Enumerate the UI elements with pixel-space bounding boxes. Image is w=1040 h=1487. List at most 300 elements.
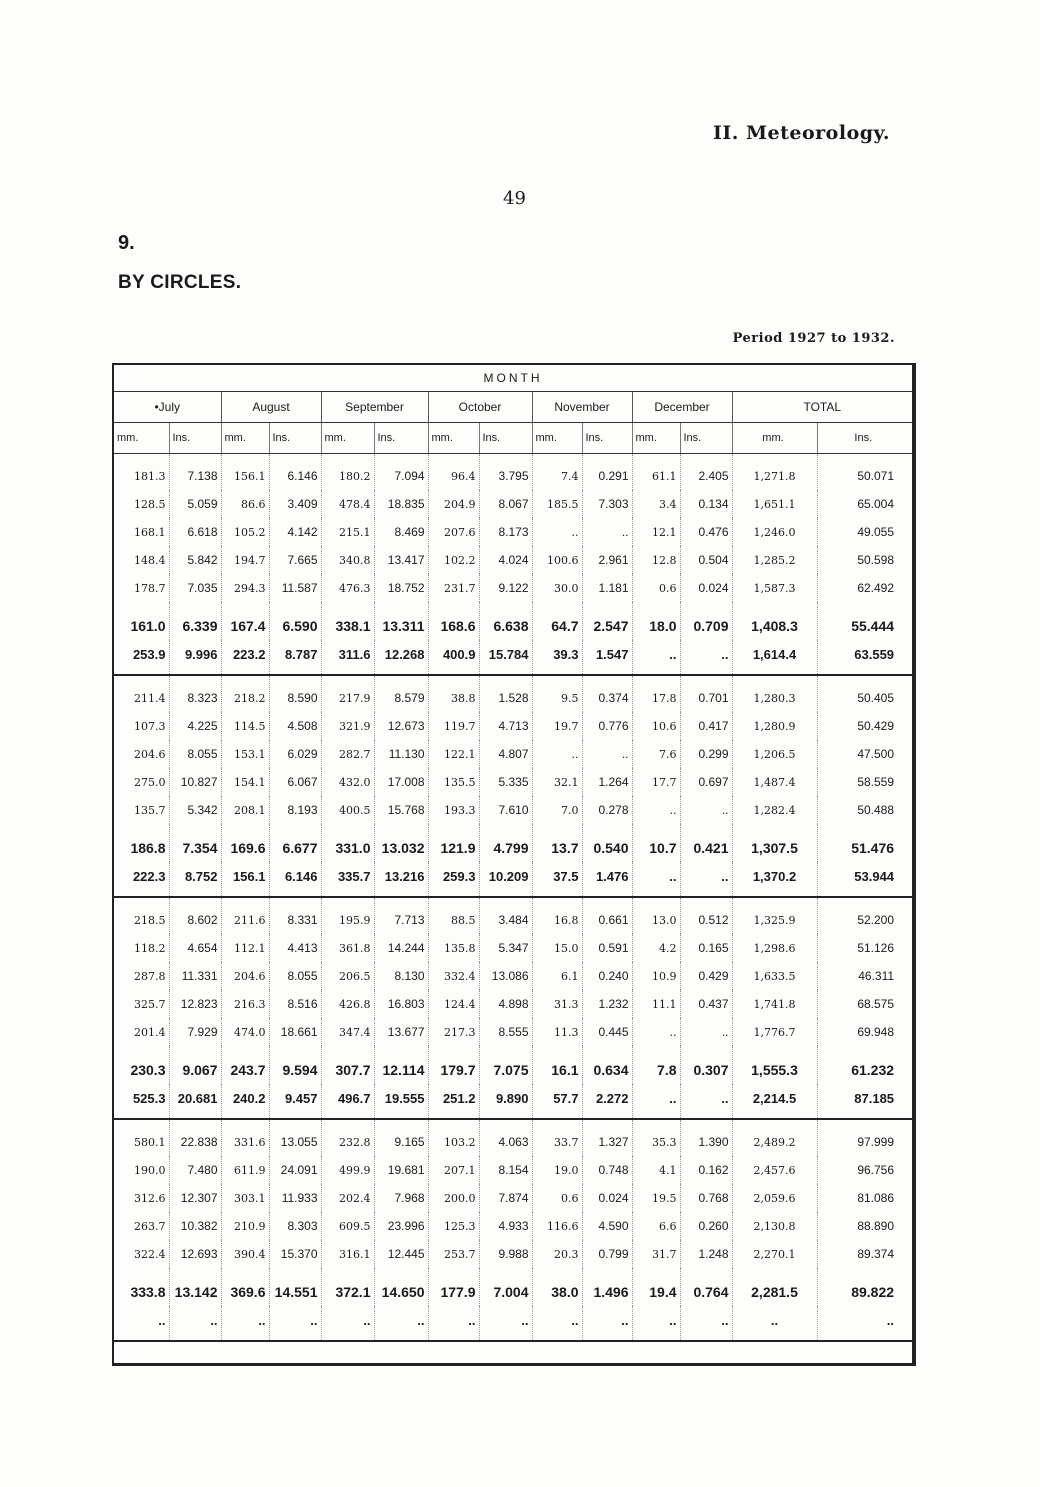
table-row <box>114 897 912 934</box>
table-cell: 116.6 <box>532 1212 582 1240</box>
table-cell: 8.602 <box>169 897 221 934</box>
table-cell: 8.067 <box>479 490 532 518</box>
table-cell: 400.5 <box>321 796 374 824</box>
table-cell: 432.0 <box>321 768 374 796</box>
table-cell: 4.799 <box>479 824 532 862</box>
table-cell: 4.807 <box>479 740 532 768</box>
table-cell: 2.405 <box>680 454 732 491</box>
table-cell: 207.6 <box>428 518 479 546</box>
table-cell: 217.3 <box>428 1018 479 1046</box>
table-cell: 0.374 <box>582 675 632 712</box>
table-row <box>114 740 912 768</box>
table-cell: 8.787 <box>269 640 321 675</box>
table-cell: 154.1 <box>221 768 269 796</box>
table-cell: 0.6 <box>532 1184 582 1212</box>
table-cell: 12.268 <box>374 640 428 675</box>
table-cell: 10.209 <box>479 862 532 897</box>
table-cell: 0.299 <box>680 740 732 768</box>
table-cell: 20.3 <box>532 1240 582 1268</box>
table-cell: 37.5 <box>532 862 582 897</box>
summary-row <box>114 1306 912 1341</box>
table-row <box>114 768 912 796</box>
table-cell: 10.9 <box>632 962 680 990</box>
table-cell: 0.701 <box>680 675 732 712</box>
table-cell: 4.898 <box>479 990 532 1018</box>
table-cell: 321.9 <box>321 712 374 740</box>
table-cell: 7.480 <box>169 1156 221 1184</box>
table-cell: .. <box>732 1306 817 1341</box>
table-cell: 10.827 <box>169 768 221 796</box>
table-cell: .. <box>680 1018 732 1046</box>
table-cell: 96.756 <box>857 1163 895 1177</box>
table-cell: 331.0 <box>321 824 374 862</box>
table-cell: 62.492 <box>857 581 895 595</box>
unit-header: Ins. <box>374 423 428 454</box>
table-cell: 6.677 <box>269 824 321 862</box>
table-cell: .. <box>532 740 582 768</box>
table-cell: 14.650 <box>374 1268 428 1306</box>
table-cell: 0.134 <box>680 490 732 518</box>
table-cell: 17.7 <box>632 768 680 796</box>
table-cell: .. <box>169 1306 221 1341</box>
unit-header: mm. <box>632 423 680 454</box>
table-cell: 38.0 <box>532 1268 582 1306</box>
table-cell: 1,587.3 <box>732 574 817 602</box>
table-cell: 7.874 <box>479 1184 532 1212</box>
table-cell: .. <box>582 518 632 546</box>
table-cell: 5.059 <box>169 490 221 518</box>
table-cell: 81.086 <box>857 1191 895 1205</box>
table-cell: 58.559 <box>857 775 895 789</box>
table-cell: 7.4 <box>532 454 582 491</box>
table-cell: 6.029 <box>269 740 321 768</box>
table-cell: 1,282.4 <box>732 796 817 824</box>
table-cell: 6.638 <box>479 602 532 640</box>
table-cell: 1,651.1 <box>732 490 817 518</box>
table-cell: 0.307 <box>680 1046 732 1084</box>
table-cell: 609.5 <box>321 1212 374 1240</box>
table-cell: 124.4 <box>428 990 479 1018</box>
table-cell: 12.307 <box>169 1184 221 1212</box>
table-cell: 5.342 <box>169 796 221 824</box>
table-cell: 10.7 <box>632 824 680 862</box>
table-cell: 525.3 <box>114 1084 169 1119</box>
table-cell: 2,214.5 <box>732 1084 817 1119</box>
table-cell: 7.968 <box>374 1184 428 1212</box>
column-header: September <box>321 392 428 423</box>
table-cell: 1.390 <box>680 1119 732 1156</box>
column-header: •July <box>114 392 221 423</box>
table-cell: 13.0 <box>632 897 680 934</box>
table-cell: 340.8 <box>321 546 374 574</box>
table-cell: 7.610 <box>479 796 532 824</box>
table-cell: 216.3 <box>221 990 269 1018</box>
table-cell: 8.055 <box>169 740 221 768</box>
table-cell: 8.590 <box>269 675 321 712</box>
table-cell: 87.185 <box>817 1084 912 1119</box>
table-cell: .. <box>221 1306 269 1341</box>
table-cell: 31.3 <box>532 990 582 1018</box>
table-title: BY CIRCLES. <box>118 272 242 293</box>
table-row <box>114 1156 912 1184</box>
table-row <box>114 1212 912 1240</box>
table-cell: 1.248 <box>680 1240 732 1268</box>
table-cell: 15.768 <box>374 796 428 824</box>
table-cell: 6.146 <box>269 454 321 491</box>
table-cell: 0.799 <box>582 1240 632 1268</box>
table-cell: 153.1 <box>221 740 269 768</box>
table-cell: 89.822 <box>851 1284 895 1300</box>
table-cell: 400.9 <box>428 640 479 675</box>
table-cell: 31.7 <box>632 1240 680 1268</box>
table-cell: 112.1 <box>221 934 269 962</box>
table-cell: 499.9 <box>321 1156 374 1184</box>
table-cell: 347.4 <box>321 1018 374 1046</box>
table-cell: 8.193 <box>269 796 321 824</box>
table-cell: 3.484 <box>479 897 532 934</box>
table-cell: 275.0 <box>114 768 169 796</box>
table-cell: 1.264 <box>582 768 632 796</box>
table-cell: 0.417 <box>680 712 732 740</box>
table-cell: 218.2 <box>221 675 269 712</box>
table-cell: .. <box>114 1306 169 1341</box>
table-cell: 0.291 <box>582 454 632 491</box>
table-cell: 107.3 <box>114 712 169 740</box>
table-cell: 335.7 <box>321 862 374 897</box>
table-cell: 0.591 <box>582 934 632 962</box>
table-cell: 0.024 <box>582 1184 632 1212</box>
unit-header: mm. <box>428 423 479 454</box>
table-cell: 1,280.3 <box>732 675 817 712</box>
table-cell: 0.768 <box>680 1184 732 1212</box>
table-cell: 0.240 <box>582 962 632 990</box>
summary-row <box>114 602 912 640</box>
table-cell: 7.138 <box>169 454 221 491</box>
table-cell: 0.024 <box>680 574 732 602</box>
table-cell: 6.618 <box>169 518 221 546</box>
table-cell: 0.776 <box>582 712 632 740</box>
table-cell: 19.555 <box>374 1084 428 1119</box>
table-cell: 168.6 <box>428 602 479 640</box>
table-cell: 312.6 <box>114 1184 169 1212</box>
table-cell: 16.803 <box>374 990 428 1018</box>
table-cell: 24.091 <box>269 1156 321 1184</box>
section-title: II. Meteorology. <box>713 122 890 144</box>
table-cell: 0.504 <box>680 546 732 574</box>
table-cell: 193.3 <box>428 796 479 824</box>
table-cell: 230.3 <box>114 1046 169 1084</box>
table-cell: 372.1 <box>321 1268 374 1306</box>
table-cell: 88.5 <box>428 897 479 934</box>
unit-header: Ins. <box>680 423 732 454</box>
table-row <box>114 934 912 962</box>
table-cell: 69.948 <box>857 1025 895 1039</box>
table-cell: 2.961 <box>582 546 632 574</box>
table-cell: 232.8 <box>321 1119 374 1156</box>
table-cell: 322.4 <box>114 1240 169 1268</box>
table-cell: 168.1 <box>114 518 169 546</box>
table-cell: 33.7 <box>532 1119 582 1156</box>
table-row <box>114 962 912 990</box>
table-cell: 194.7 <box>221 546 269 574</box>
table-cell: 13.417 <box>374 546 428 574</box>
table-cell: 23.996 <box>374 1212 428 1240</box>
table-cell: 7.303 <box>582 490 632 518</box>
table-cell: 49.055 <box>857 525 895 539</box>
table-cell: 15.370 <box>269 1240 321 1268</box>
table-cell: 1.327 <box>582 1119 632 1156</box>
table-cell: 7.004 <box>479 1268 532 1306</box>
table-cell: 8.752 <box>169 862 221 897</box>
table-cell: 287.8 <box>114 962 169 990</box>
table-cell: 2,059.6 <box>732 1184 817 1212</box>
table-cell: 7.6 <box>632 740 680 768</box>
unit-header: mm. <box>221 423 269 454</box>
table-cell: 0.634 <box>582 1046 632 1084</box>
table-row <box>114 796 912 824</box>
table-cell: 426.8 <box>321 990 374 1018</box>
unit-header: mm. <box>732 423 817 454</box>
table-cell: 215.1 <box>321 518 374 546</box>
table-cell: 13.677 <box>374 1018 428 1046</box>
table-cell: 1,246.0 <box>732 518 817 546</box>
table-cell: 1,408.3 <box>732 602 817 640</box>
table-cell: 7.0 <box>532 796 582 824</box>
table-cell: 8.323 <box>169 675 221 712</box>
table-cell: 57.7 <box>532 1084 582 1119</box>
table-cell: .. <box>632 1084 680 1119</box>
column-header: October <box>428 392 532 423</box>
table-cell: 68.575 <box>857 997 895 1011</box>
table-cell: 13.086 <box>479 962 532 990</box>
table-cell: 12.114 <box>374 1046 428 1084</box>
table-cell: 5.347 <box>479 934 532 962</box>
table-cell: 13.7 <box>532 824 582 862</box>
table-cell: 12.823 <box>169 990 221 1018</box>
table-cell: 89.374 <box>857 1247 895 1261</box>
table-cell: 202.4 <box>321 1184 374 1212</box>
table-cell: 17.008 <box>374 768 428 796</box>
table-cell: 9.594 <box>269 1046 321 1084</box>
table-cell: 1,741.8 <box>732 990 817 1018</box>
table-cell: .. <box>321 1306 374 1341</box>
table-row <box>114 1018 912 1046</box>
table-cell: 9.5 <box>532 675 582 712</box>
table-cell: .. <box>680 862 732 897</box>
table-cell: 222.3 <box>114 862 169 897</box>
table-cell: 14.551 <box>269 1268 321 1306</box>
table-cell: 186.8 <box>114 824 169 862</box>
table-cell: 282.7 <box>321 740 374 768</box>
table-cell: 0.165 <box>680 934 732 962</box>
table-cell: 51.126 <box>857 941 895 955</box>
table-cell: 240.2 <box>221 1084 269 1119</box>
table-cell: 125.3 <box>428 1212 479 1240</box>
table-cell: 185.5 <box>532 490 582 518</box>
table-cell: 311.6 <box>321 640 374 675</box>
table-cell: 1,271.8 <box>732 454 817 491</box>
table-cell: 15.0 <box>532 934 582 962</box>
table-cell: 253.9 <box>114 640 169 675</box>
table-row <box>114 574 912 602</box>
table-cell: 2.547 <box>582 602 632 640</box>
summary-row <box>114 824 912 862</box>
table-cell: 121.9 <box>428 824 479 862</box>
table-cell: 0.661 <box>582 897 632 934</box>
table-cell: .. <box>582 1306 632 1341</box>
table-cell: 0.512 <box>680 897 732 934</box>
table-cell: 7.075 <box>479 1046 532 1084</box>
table-cell: 122.1 <box>428 740 479 768</box>
table-cell: 195.9 <box>321 897 374 934</box>
table-cell: 338.1 <box>321 602 374 640</box>
table-cell: 4.2 <box>632 934 680 962</box>
table-cell: 8.130 <box>374 962 428 990</box>
table-cell: 2,130.8 <box>732 1212 817 1240</box>
table-row <box>114 490 912 518</box>
table-cell: 5.335 <box>479 768 532 796</box>
unit-header: mm. <box>532 423 582 454</box>
table-cell: 4.142 <box>269 518 321 546</box>
table-row <box>114 712 912 740</box>
table-cell: 4.225 <box>169 712 221 740</box>
table-cell: 102.2 <box>428 546 479 574</box>
table-cell: 50.598 <box>857 553 895 567</box>
table-cell: 361.8 <box>321 934 374 962</box>
table-cell: 12.1 <box>632 518 680 546</box>
table-cell: 9.988 <box>479 1240 532 1268</box>
table-cell: 128.5 <box>114 490 169 518</box>
table-cell: 8.469 <box>374 518 428 546</box>
table-cell: .. <box>680 796 732 824</box>
table-cell: 1.528 <box>479 675 532 712</box>
table-cell: 2,489.2 <box>732 1119 817 1156</box>
table-cell: 180.2 <box>321 454 374 491</box>
table-row <box>114 1119 912 1156</box>
table-cell: 1.547 <box>582 640 632 675</box>
table-cell: 135.5 <box>428 768 479 796</box>
table-cell: 156.1 <box>221 454 269 491</box>
table-cell: 148.4 <box>114 546 169 574</box>
table-cell: 86.6 <box>221 490 269 518</box>
table-cell: 135.8 <box>428 934 479 962</box>
table-cell: 19.4 <box>632 1268 680 1306</box>
table-cell: .. <box>632 796 680 824</box>
table-cell: 100.6 <box>532 546 582 574</box>
unit-header: Ins. <box>582 423 632 454</box>
table-cell: 390.4 <box>221 1240 269 1268</box>
table-cell: 8.154 <box>479 1156 532 1184</box>
table-cell: 6.146 <box>269 862 321 897</box>
table-cell: 303.1 <box>221 1184 269 1212</box>
table-cell: 13.216 <box>374 862 428 897</box>
table-cell: 105.2 <box>221 518 269 546</box>
page-number: 49 <box>503 188 526 209</box>
table-cell: .. <box>428 1306 479 1341</box>
table-number: 9. <box>118 232 135 254</box>
table-cell: 52.200 <box>857 913 895 927</box>
table-cell: 6.067 <box>269 768 321 796</box>
table-cell: 251.2 <box>428 1084 479 1119</box>
table-cell: 11.331 <box>169 962 221 990</box>
summary-row <box>114 1046 912 1084</box>
table-cell: 190.0 <box>114 1156 169 1184</box>
table-cell: 19.5 <box>632 1184 680 1212</box>
table-cell: 7.354 <box>169 824 221 862</box>
table-cell: 8.055 <box>269 962 321 990</box>
table-cell: 4.713 <box>479 712 532 740</box>
table-cell: 2,457.6 <box>732 1156 817 1184</box>
table-cell: 156.1 <box>221 862 269 897</box>
table-cell: 4.933 <box>479 1212 532 1240</box>
table-cell: 13.311 <box>374 602 428 640</box>
table-cell: 0.476 <box>680 518 732 546</box>
table-cell: 0.278 <box>582 796 632 824</box>
summary-row <box>114 1084 912 1119</box>
table-cell: 179.7 <box>428 1046 479 1084</box>
table-cell: 253.7 <box>428 1240 479 1268</box>
table-cell: 161.0 <box>114 602 169 640</box>
table-cell: .. <box>479 1306 532 1341</box>
table-cell: 61.1 <box>632 454 680 491</box>
table-cell: 200.0 <box>428 1184 479 1212</box>
table-cell: 223.2 <box>221 640 269 675</box>
table-cell: 61.232 <box>851 1062 895 1078</box>
table-cell: 63.559 <box>817 640 912 675</box>
table-cell: 204.6 <box>221 962 269 990</box>
table-cell: 580.1 <box>114 1119 169 1156</box>
table-cell: 1,555.3 <box>732 1046 817 1084</box>
table-cell: 211.4 <box>114 675 169 712</box>
table-cell: 0.429 <box>680 962 732 990</box>
period-label: Period 1927 to 1932. <box>732 331 895 346</box>
table-row <box>114 990 912 1018</box>
table-cell: 11.587 <box>269 574 321 602</box>
table-cell: 7.035 <box>169 574 221 602</box>
table-cell: 12.673 <box>374 712 428 740</box>
table-cell: 11.130 <box>374 740 428 768</box>
table-cell: 7.929 <box>169 1018 221 1046</box>
table-cell: 325.7 <box>114 990 169 1018</box>
table-cell: 3.4 <box>632 490 680 518</box>
unit-header: Ins. <box>479 423 532 454</box>
table-cell: 333.8 <box>114 1268 169 1306</box>
table-cell: 18.661 <box>269 1018 321 1046</box>
table-cell: 1.181 <box>582 574 632 602</box>
table-cell: 12.693 <box>169 1240 221 1268</box>
table-cell: 38.8 <box>428 675 479 712</box>
table-cell: 114.5 <box>221 712 269 740</box>
table-cell: 207.1 <box>428 1156 479 1184</box>
table-cell: 9.067 <box>169 1046 221 1084</box>
table-cell: 0.445 <box>582 1018 632 1046</box>
table-cell: 0.162 <box>680 1156 732 1184</box>
table-cell: 53.944 <box>817 862 912 897</box>
table-cell: 9.457 <box>269 1084 321 1119</box>
table-cell: 7.8 <box>632 1046 680 1084</box>
table-cell: 18.0 <box>632 602 680 640</box>
table-cell: 4.508 <box>269 712 321 740</box>
column-header: TOTAL <box>732 392 912 423</box>
table-cell: 316.1 <box>321 1240 374 1268</box>
table-cell: 2,270.1 <box>732 1240 817 1268</box>
table-cell: 8.516 <box>269 990 321 1018</box>
table-cell: 294.3 <box>221 574 269 602</box>
table-cell: 211.6 <box>221 897 269 934</box>
table-cell: 218.5 <box>114 897 169 934</box>
table-cell: 8.331 <box>269 897 321 934</box>
column-header: November <box>532 392 632 423</box>
